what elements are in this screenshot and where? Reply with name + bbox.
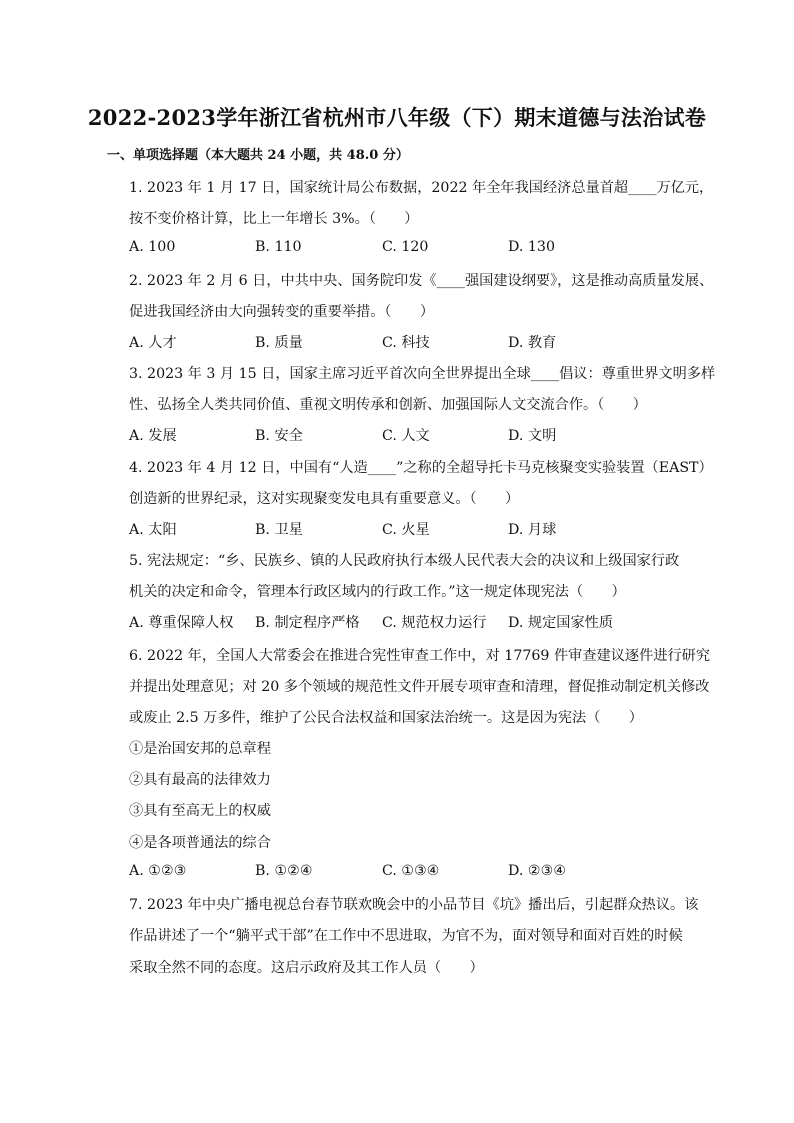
question-6-options bbox=[129, 863, 729, 883]
question-7-line-2: 作品讲述了一个“躺平式干部”在工作中不思进取，为官不为，面对领导和面对百姓的时候 bbox=[129, 928, 683, 944]
question-4-option-d[interactable]: D. 月球 bbox=[508, 522, 557, 538]
question-5-option-b[interactable]: B. 制定程序严格 bbox=[255, 615, 360, 631]
question-1-option-a[interactable]: A. 100 bbox=[129, 239, 176, 255]
question-2-option-b[interactable]: B. 质量 bbox=[255, 335, 303, 351]
question-6-option-b[interactable]: B. ①②④ bbox=[255, 863, 313, 879]
question-1-option-c[interactable]: C. 120 bbox=[382, 239, 429, 255]
question-5-option-d[interactable]: D. 规定国家性质 bbox=[508, 615, 614, 631]
question-4-option-c[interactable]: C. 火星 bbox=[382, 522, 430, 538]
question-4-options bbox=[129, 519, 729, 539]
question-6-option-a[interactable]: A. ①②③ bbox=[129, 863, 187, 879]
question-3-line-2: 性、弘扬全人类共同价值、重视文明传承和创新、加强国际人文交流合作。（ ） bbox=[129, 397, 647, 413]
question-6-statement-4: ④是各项普通法的综合 bbox=[129, 835, 271, 851]
page-title: 2022-2023学年浙江省杭州市八年级（下）期末道德与法治试卷 bbox=[87, 105, 707, 130]
question-4-option-b[interactable]: B. 卫星 bbox=[255, 522, 303, 538]
question-1-line-1: 1. 2023 年 1 月 17 日，国家统计局公布数据，2022 年全年我国经济总量首超____万亿元， bbox=[129, 180, 714, 196]
question-1-option-d[interactable]: D. 130 bbox=[508, 239, 555, 255]
section-heading: 一、单项选择题（本大题共 24 小题，共 48.0 分） bbox=[107, 148, 409, 163]
question-6-statement-3: ③具有至高无上的权威 bbox=[129, 803, 271, 819]
question-6-option-c[interactable]: C. ①③④ bbox=[382, 863, 440, 879]
question-6-option-d[interactable]: D. ②③④ bbox=[508, 863, 567, 879]
question-6-line-3: 或废止 2.5 万多件，维护了公民合法权益和国家法治统一。这是因为宪法（ ） bbox=[129, 710, 643, 726]
question-6-line-1: 6. 2022 年，全国人大常委会在推进合宪性审查工作中，对 17769 件审查建议逐件进行研究 bbox=[129, 648, 711, 664]
question-5-line-2: 机关的决定和命令，管理本行政区域内的行政工作。”这一规定体现宪法（ ） bbox=[129, 584, 626, 600]
question-6-statement-2: ②具有最高的法律效力 bbox=[129, 772, 271, 788]
question-4-option-a[interactable]: A. 太阳 bbox=[129, 522, 177, 538]
question-7-line-1: 7. 2023 年中央广播电视总台春节联欢晚会中的小品节目《坑》播出后，引起群众热议。该 bbox=[129, 897, 699, 913]
question-6-statement-1: ①是治国安邦的总章程 bbox=[129, 741, 271, 757]
question-3-option-d[interactable]: D. 文明 bbox=[508, 428, 557, 444]
question-1-options bbox=[129, 239, 729, 259]
question-7-line-3: 采取全然不同的态度。这启示政府及其工作人员（ ） bbox=[129, 960, 484, 976]
question-2-line-2: 促进我国经济由大向强转变的重要举措。（ ） bbox=[129, 304, 435, 320]
question-3-line-1: 3. 2023 年 3 月 15 日，国家主席习近平首次向全世界提出全球____倡议：尊重世界文明多样 bbox=[129, 366, 716, 382]
question-5-option-c[interactable]: C. 规范权力运行 bbox=[382, 615, 487, 631]
question-2-option-c[interactable]: C. 科技 bbox=[382, 335, 430, 351]
question-1-line-2: 按不变价格计算，比上一年增长 3%。（ ） bbox=[129, 211, 419, 227]
question-5-option-a[interactable]: A. 尊重保障人权 bbox=[129, 615, 234, 631]
question-2-option-a[interactable]: A. 人才 bbox=[129, 335, 177, 351]
question-5-options bbox=[129, 612, 729, 632]
question-3-option-a[interactable]: A. 发展 bbox=[129, 428, 177, 444]
question-2-option-d[interactable]: D. 教育 bbox=[508, 335, 557, 351]
question-4-line-2: 创造新的世界纪录，这对实现聚变发电具有重要意义。（ ） bbox=[129, 491, 520, 507]
question-3-option-b[interactable]: B. 安全 bbox=[255, 428, 303, 444]
question-1-option-b[interactable]: B. 110 bbox=[255, 239, 302, 255]
question-2-options bbox=[129, 332, 729, 352]
question-4-line-1: 4. 2023 年 4 月 12 日，中国有“人造____”之称的全超导托卡马克核聚变实验装置（EAST） bbox=[129, 460, 713, 476]
question-5-line-1: 5. 宪法规定：“乡、民族乡、镇的人民政府执行本级人民代表大会的决议和上级国家行政 bbox=[129, 553, 680, 569]
question-3-option-c[interactable]: C. 人文 bbox=[382, 428, 430, 444]
question-2-line-1: 2. 2023 年 2 月 6 日，中共中央、国务院印发《____强国建设纲要》，这是推动高质量发展、 bbox=[129, 273, 714, 289]
question-6-line-2: 并提出处理意见；对 20 多个领域的规范性文件开展专项审查和清理，督促推动制定机关修改 bbox=[129, 679, 710, 695]
question-3-options bbox=[129, 425, 729, 445]
